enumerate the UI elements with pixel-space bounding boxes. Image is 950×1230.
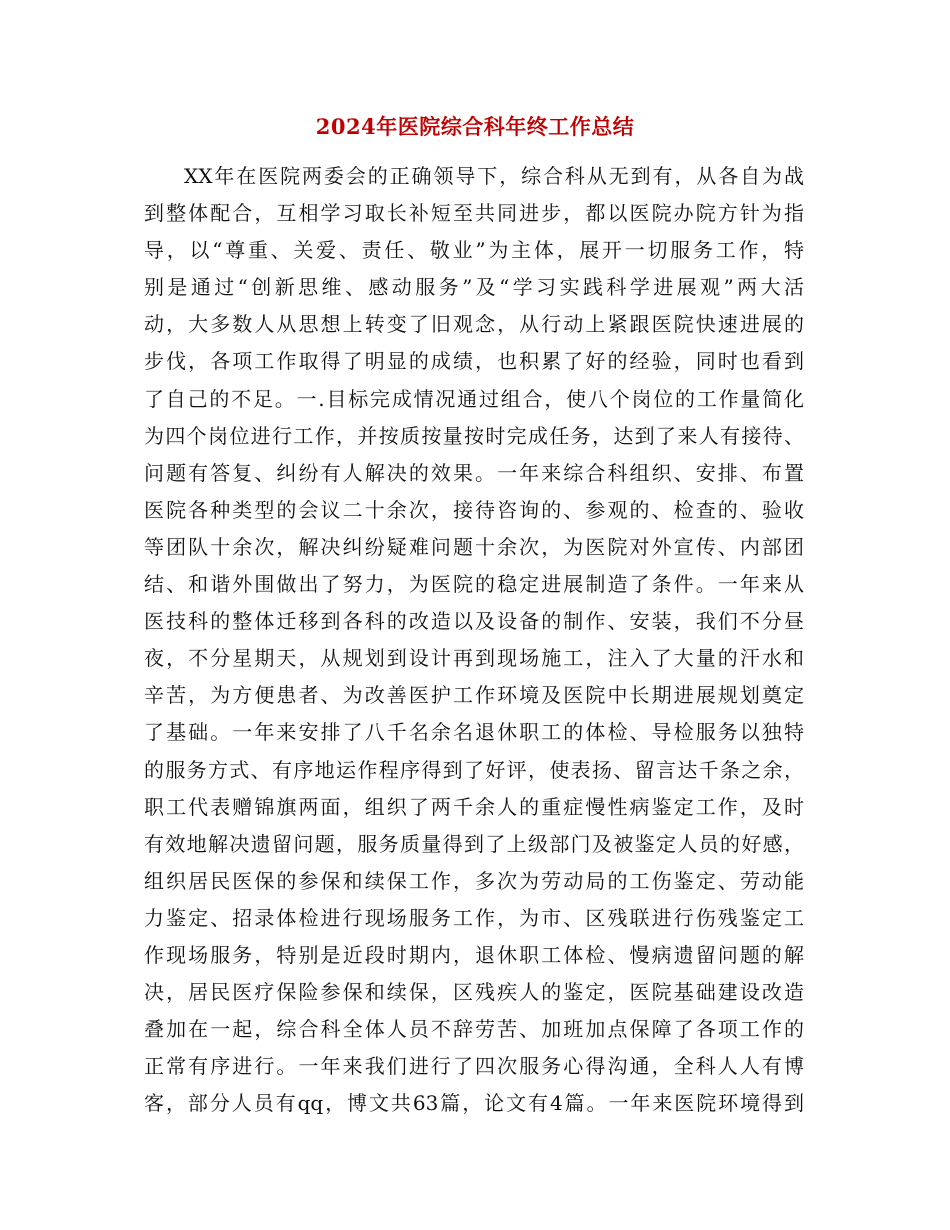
paragraph-line: 有效地解决遗留问题，服务质量得到了上级部门及被鉴定人员的好感，: [144, 831, 804, 856]
paragraph-line: 夜，不分星期天，从规划到设计再到现场施工，注入了大量的汗水和: [144, 646, 804, 671]
paragraph-line: 到整体配合，互相学习取长补短至共同进步，都以医院办院方针为指: [144, 201, 804, 226]
paragraph-line: 职工代表赠锦旗两面，组织了两千余人的重症慢性病鉴定工作，及时: [144, 794, 804, 819]
paragraph-line: 作现场服务，特别是近段时期内，退休职工体检、慢病遗留问题的解: [144, 942, 804, 967]
paragraph-line: 医技科的整体迁移到各科的改造以及设备的制作、安装，我们不分昼: [144, 609, 804, 634]
paragraph-line: 步伐，各项工作取得了明显的成绩，也积累了好的经验，同时也看到: [144, 349, 804, 374]
paragraph-line: XX年在医院两委会的正确领导下，综合科从无到有，从各自为战: [184, 164, 804, 188]
paragraph-line: 力鉴定、招录体检进行现场服务工作，为市、区残联进行伤残鉴定工: [144, 905, 804, 930]
paragraph-line: 客，部分人员有qq，博文共63篇，论文有4篇。一年来医院环境得到: [144, 1091, 804, 1116]
document-body: [144, 158, 804, 1122]
paragraph-line: 决，居民医疗保险参保和续保，区残疾人的鉴定，医院基础建设改造: [144, 980, 804, 1005]
paragraph-line: 辛苦，为方便患者、为改善医护工作环境及医院中长期进展规划奠定: [144, 683, 804, 708]
document-title: 2024年医院综合科年终工作总结: [315, 114, 635, 139]
paragraph-line: 导，以“尊重、关爱、责任、敬业”为主体，展开一切服务工作，特: [144, 238, 804, 263]
paragraph-line: 正常有序进行。一年来我们进行了四次服务心得沟通，全科人人有博: [144, 1054, 804, 1079]
paragraph-line: 的服务方式、有序地运作程序得到了好评，使表扬、留言达千条之余，: [144, 757, 804, 782]
paragraph-line: 了自己的不足。一.目标完成情况通过组合，使八个岗位的工作量简化: [144, 386, 804, 411]
paragraph-line: 医院各种类型的会议二十余次，接待咨询的、参观的、检查的、验收: [144, 497, 804, 522]
paragraph-line: 为四个岗位进行工作，并按质按量按时完成任务，达到了来人有接待、: [144, 423, 804, 448]
paragraph-line: 别是通过“创新思维、感动服务”及“学习实践科学进展观”两大活: [144, 275, 804, 300]
paragraph-line: 动，大多数人从思想上转变了旧观念，从行动上紧跟医院快速进展的: [144, 312, 804, 337]
paragraph-line: 了基础。一年来安排了八千名余名退休职工的体检、导检服务以独特: [144, 720, 804, 745]
paragraph-line: 问题有答复、纠纷有人解决的效果。一年来综合科组织、安排、布置: [144, 460, 804, 485]
paragraph-line: 组织居民医保的参保和续保工作，多次为劳动局的工伤鉴定、劳动能: [144, 868, 804, 893]
paragraph-line: 叠加在一起，综合科全体人员不辞劳苦、加班加点保障了各项工作的: [144, 1017, 804, 1042]
paragraph-line: 结、和谐外围做出了努力，为医院的稳定进展制造了条件。一年来从: [144, 572, 804, 597]
paragraph-line: 等团队十余次，解决纠纷疑难问题十余次，为医院对外宣传、内部团: [144, 534, 804, 559]
